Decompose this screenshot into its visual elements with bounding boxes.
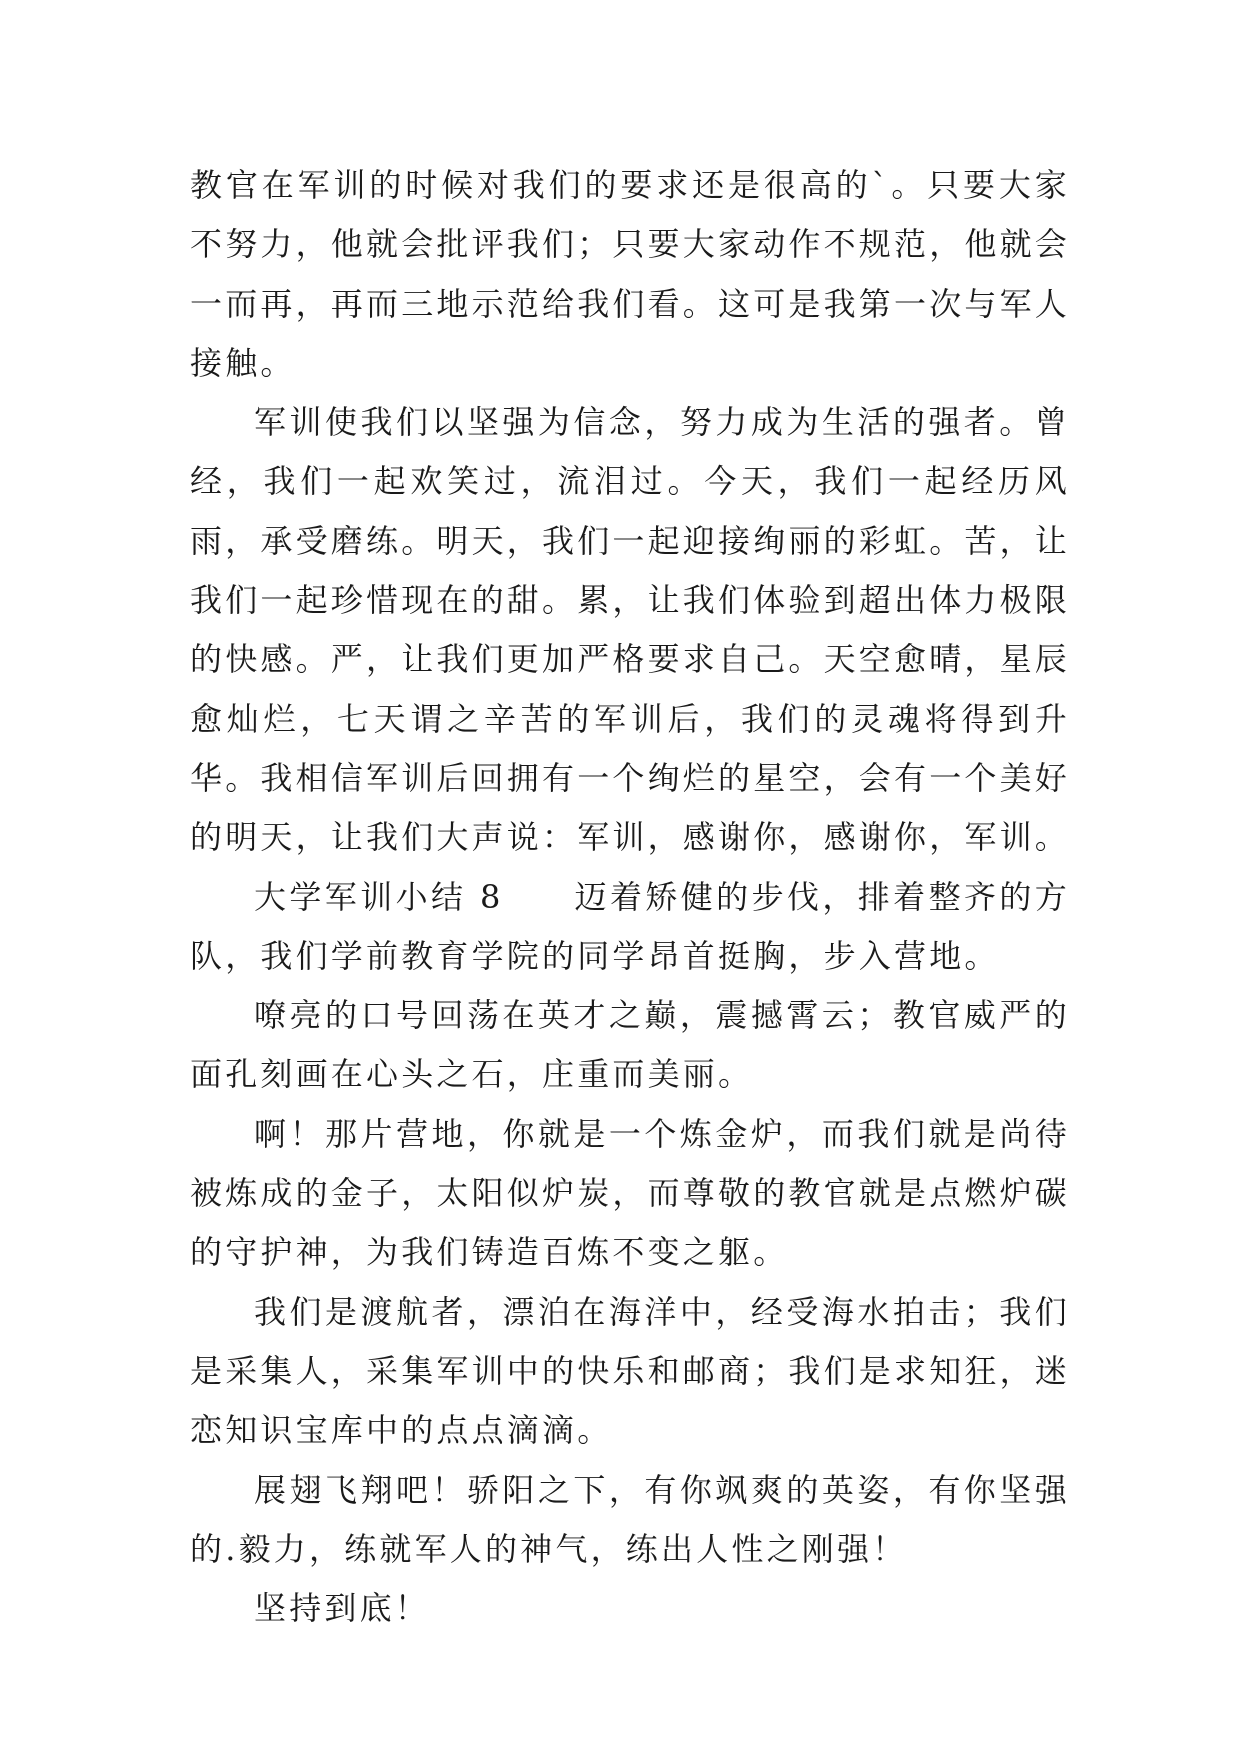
paragraph-8: 坚持到底！ xyxy=(254,1589,431,1628)
paragraph-7: 展翅飞翔吧！骄阳之下，有你飒爽的英姿，有你坚强的.毅力，练就军人的神气，练出人性之刚强！ xyxy=(190,1470,1070,1568)
paragraph-1: 教官在军训的时候对我们的要求还是很高的`。只要大家不努力，他就会批评我们；只要大家动作不规范，他就会一而再，再而三地示范给我们看。这可是我第一次与军人接触。 xyxy=(190,166,1071,382)
paragraph-6: 我们是渡航者，漂泊在海洋中，经受海水拍击；我们是采集人，采集军训中的快乐和邮商；我们是求知狂，迷恋知识宝库中的点点滴滴。 xyxy=(190,1292,1071,1450)
paragraph-4: 嘹亮的口号回荡在英才之巅，震撼霄云；教官威严的面孔刻画在心头之石，庄重而美丽。 xyxy=(190,996,1070,1094)
paragraph-5: 啊！那片营地，你就是一个炼金炉，而我们就是尚待被炼成的金子，太阳似炉炭，而尊敬的教官就是点燃炉碳的守护神，为我们铸造百炼不变之躯。 xyxy=(190,1114,1071,1272)
paragraph-3: 大学军训小结 8 迈着矫健的步伐，排着整齐的方队，我们学前教育学院的同学昂首挺胸，步入营地。 xyxy=(190,877,1070,975)
document-body xyxy=(190,156,1070,1638)
paragraph-2: 军训使我们以坚强为信念，努力成为生活的强者。曾经，我们一起欢笑过，流泪过。今天，我们一起经历风雨，承受磨练。明天，我们一起迎接绚丽的彩虹。苦，让我们一起珍惜现在的甜。累，让我们体验到超出体力极限的快感。严，让我们更加严格要求自己。天空愈晴，星辰愈灿烂，七天谓之辛苦的军训后，我们的灵魂将得到升华。我相信军训后回拥有一个绚烂的星空，会有一个美好的明天，让我们大声说：军训，感谢你，感谢你，军训。 xyxy=(190,403,1071,857)
